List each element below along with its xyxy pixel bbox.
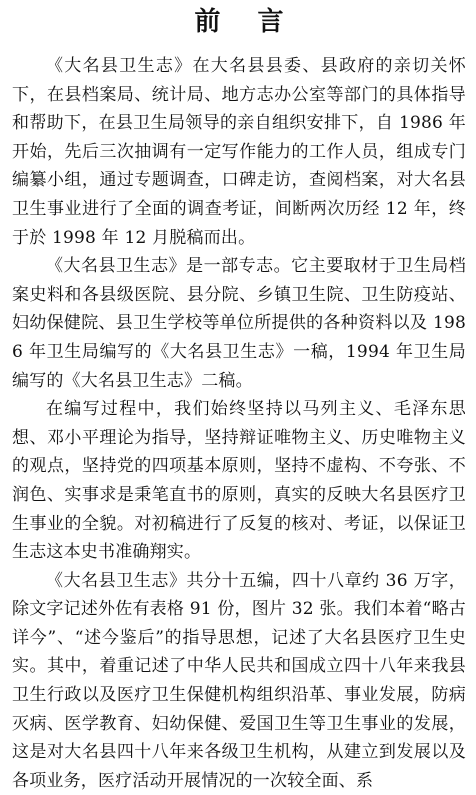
- preface-body: [12, 52, 466, 795]
- paragraph-2: 《大名县卫生志》是一部专志。它主要取材于卫生局档案史料和各县级医院、县分院、乡镇卫生院、卫生防疫站、妇幼保健院、县卫生学校等单位所提供的各种资料以及 1986 年卫生局编写的《大名县卫生志》一稿，1994 年卫生局编写的《大名县卫生志》二稿。: [12, 256, 466, 391]
- paragraph-3: 在编写过程中，我们始终坚持以马列主义、毛泽东思想、邓小平理论为指导，坚持辩证唯物主义、历史唯物主义的观点，坚持党的四项基本原则，坚持不虚构、不夸张、不润色、实事求是秉笔直书的原则，真实的反映大名县医疗卫生事业的全貌。对初稿进行了反复的核对、考证，以保证卫生志这本史书准确翔实。: [12, 399, 466, 563]
- page-title: 前 言: [194, 7, 298, 37]
- paragraph-4: 《大名县卫生志》共分十五编，四十八章约 36 万字，除文字记述外佐有表格 91 份，图片 32 张。我们本着“略古详今”、“述今鉴后”的指导思想，记述了大名县医疗卫生史实。其中，着重记述了中华人民共和国成立四十八年来我县卫生行政以及医疗卫生保健机构组织沿革、事业发展，防病灭病、医学教育、妇幼保健、爱国卫生等卫生事业的发展，这是对大名县四十八年来各级卫生机构，从建立到发展以及各项业务，医疗活动开展情况的一次较全面、系: [12, 570, 466, 791]
- paragraph-1: 《大名县卫生志》在大名县县委、县政府的亲切关怀下，在县档案局、统计局、地方志办公室等部门的具体指导和帮助下，在县卫生局领导的亲自组织安排下，自 1986 年开始，先后三次抽调有一定写作能力的工作人员，组成专门编纂小组，通过专题调查，口碑走访，查阅档案，对大名县卫生事业进行了全面的调查考证，间断两次历经 12 年，终于於 1998 年 12 月脱稿而出。: [12, 56, 466, 248]
